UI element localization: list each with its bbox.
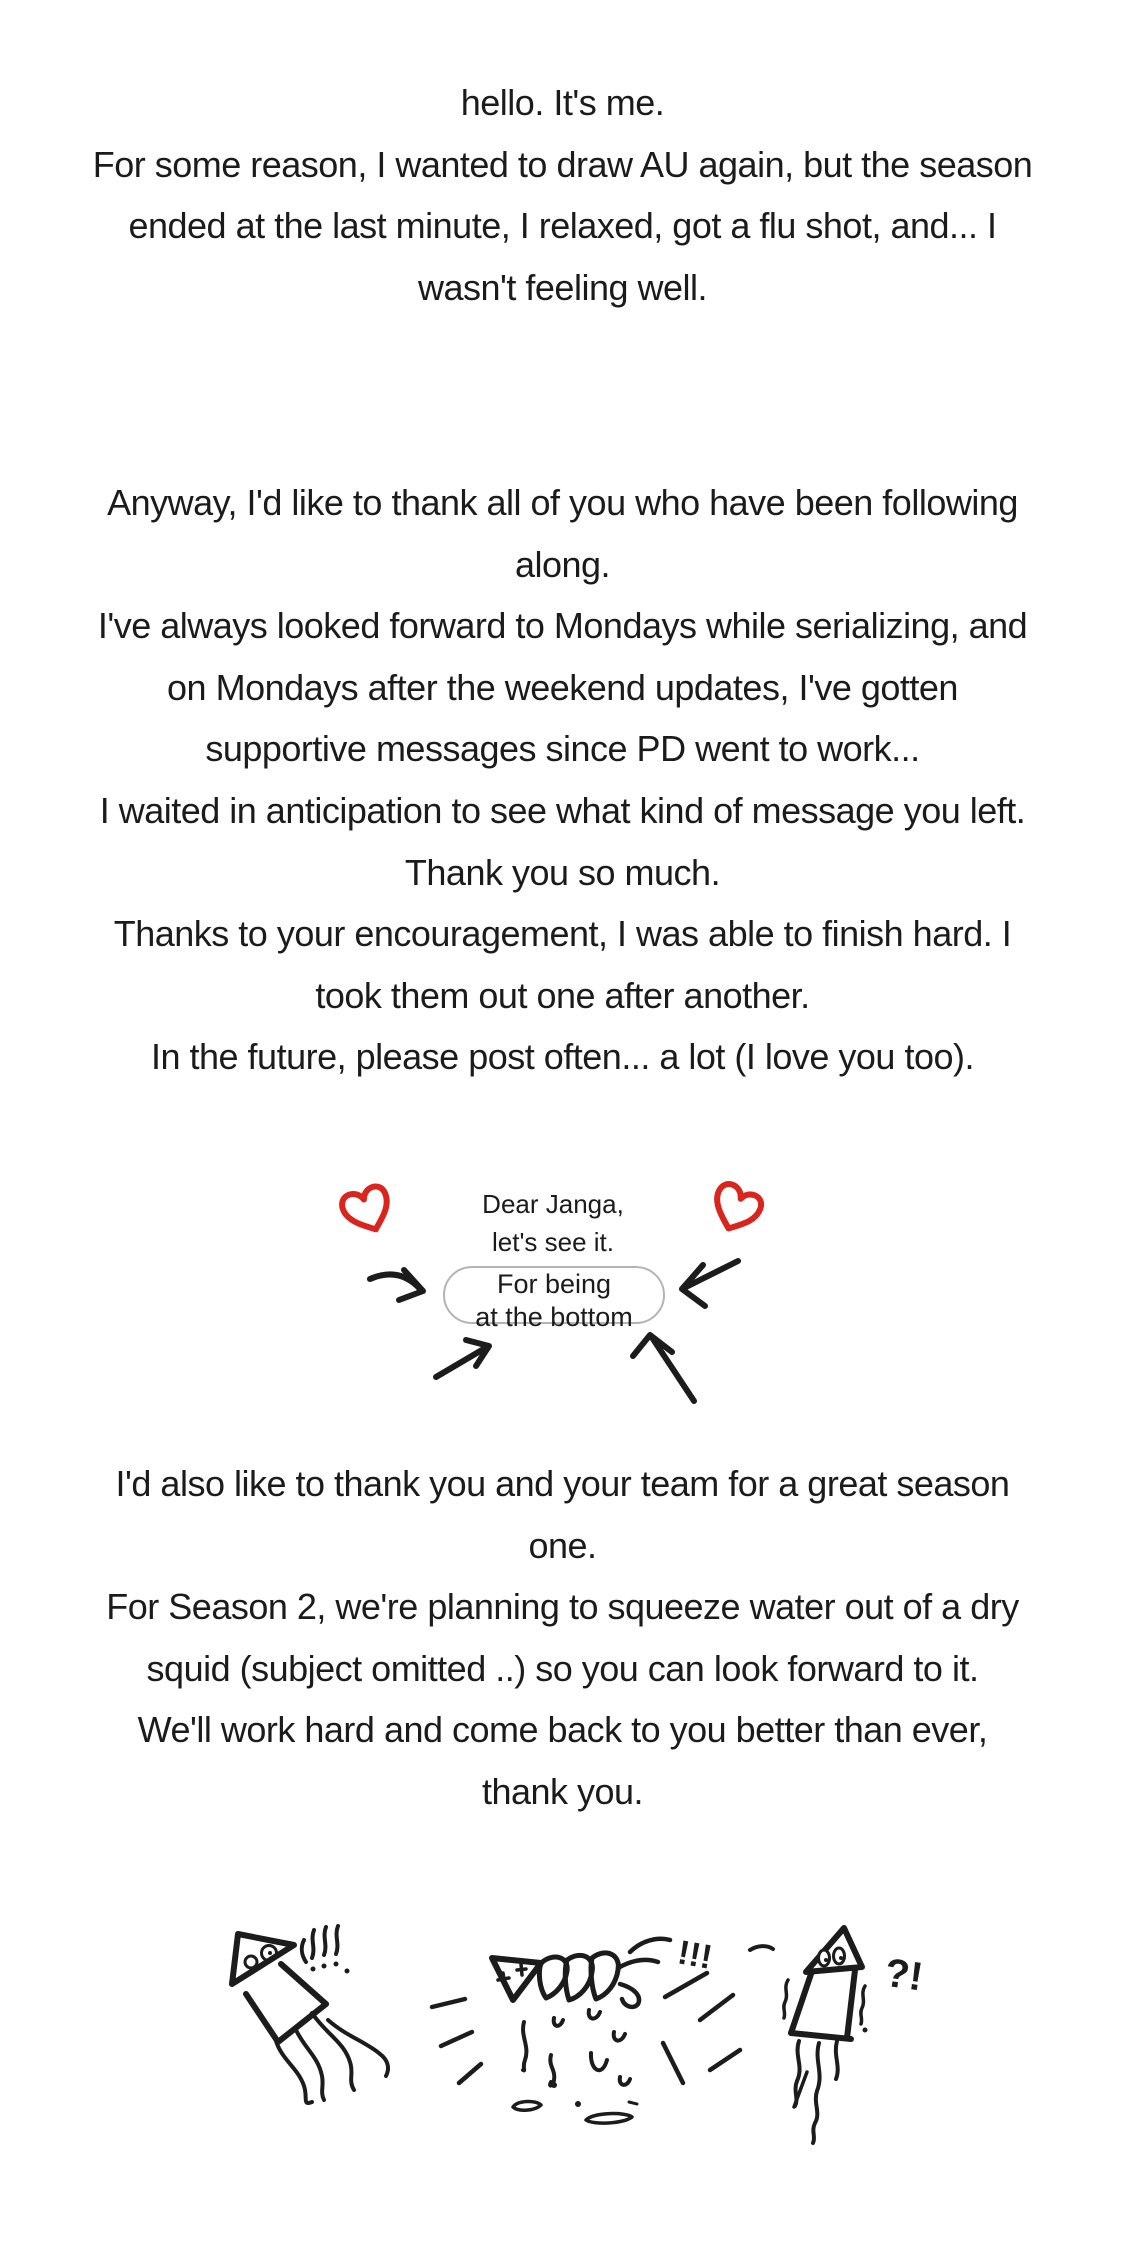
text-line: In the future, please post often... a lot (I love you too). [150,1036,974,1078]
capsule-text-line: For being [496,1269,612,1299]
text-line: on Mondays after the weekend updates, I've gotten [167,666,958,708]
exclamation-marks: !!! [674,1933,715,1977]
text-line: ended at the last minute, I relaxed, got a flu shot, and... I [128,205,997,247]
text-line: Thanks to your encouragement, I was able to finish hard. I [113,913,1012,955]
puddles [513,2101,637,2123]
text-line: squid (subject omitted ..) so you can look forward to it. [146,1647,979,1689]
squid-eye-icon [245,1956,257,1968]
paragraph-thanks [0,472,1125,1088]
text-line: For some reason, I wanted to draw AU again, but the season [92,143,1033,185]
text-line: For Season 2, we're planning to squeeze water out of a dry [106,1586,1019,1628]
squid-eye-icon [834,1948,845,1964]
arrow-icon-bottom-right [633,1335,694,1401]
text-line: We'll work hard and come back to you better than ever, [137,1709,988,1751]
note-dedication: Dear Janga, [482,1189,624,1219]
tentacle-frills [618,1939,670,2007]
text-line: Thank you so much. [404,851,721,893]
text-line: hello. It's me. [460,82,665,123]
text-line: along. [514,543,611,585]
arrow-icon-left [370,1270,423,1300]
squid-doodle-art [210,1900,940,2170]
twisted-body [539,1953,618,2000]
note-dedication-line2: let's see it. [491,1227,614,1257]
text-line: one. [528,1524,597,1566]
heart-icon-left [339,1183,396,1238]
text-line: Anyway, I'd like to thank all of you who have been following [107,482,1018,523]
text-line: wasn't feeling well. [417,266,708,308]
question-exclamation-marks: ?! [882,1950,926,2000]
text-line: I'd also like to thank you and your team for a great season [115,1463,1010,1504]
heart-icon-right [707,1181,765,1237]
right-squid-doodle [750,1928,926,2143]
squid-tentacles [794,2041,838,2143]
text-line: I waited in anticipation to see what kind of message you left. [99,789,1026,831]
text-line: thank you. [481,1770,644,1812]
arrow-icon-right [682,1261,738,1306]
arrow-icon-bottom-left [436,1340,489,1377]
squid-eye-icon [819,1950,830,1966]
text-line: took them out one after another. [315,974,810,1016]
emphasis-lines-right [663,1973,740,2083]
paragraph-season2 [0,1453,1125,1823]
paragraph-intro [0,72,1125,318]
water-drops [523,2010,630,2088]
text-line: I've always looked forward to Mondays while serializing, and [97,605,1028,647]
steam-motion-lines [302,1926,350,1974]
text-line: supportive messages since PD went to work... [205,728,920,770]
wrung-squid-doodle [432,1934,740,2124]
left-squid-doodle [232,1926,388,2103]
capsule-text-line: at the bottom [475,1302,633,1332]
emphasis-lines-left [432,1999,481,2083]
